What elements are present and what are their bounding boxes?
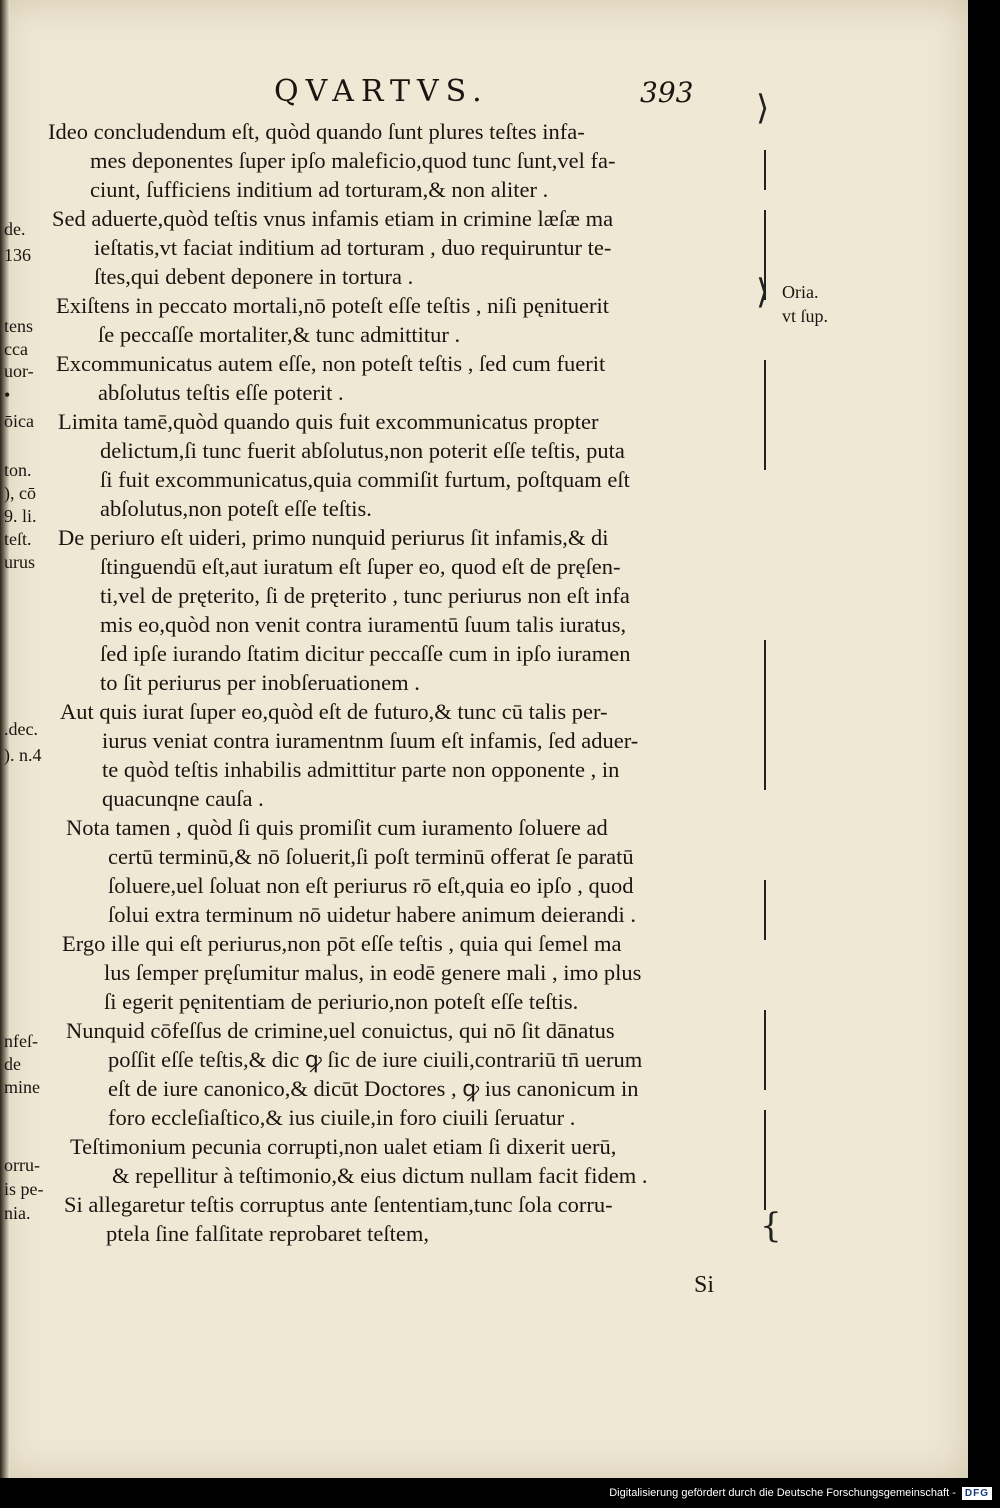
text-line: ti,vel de pręterito, ſi de pręterito , tunc periurus non eſt infa	[100, 583, 630, 608]
margin-note: teſt.	[4, 529, 32, 549]
paragraph	[58, 523, 768, 697]
brace-mark: ⟩	[756, 272, 770, 312]
text-line: ſe peccaſſe mortaliter,& tunc admittitur .	[98, 322, 461, 347]
text-line: delictum,ſi tunc fuerit abſolutus,non poterit eſſe teſtis, puta	[100, 438, 625, 463]
footer-text: Digitalisierung gefördert durch die Deutsche Forschungsgemeinschaft -	[609, 1487, 956, 1499]
text-line: iurus veniat contra iuramentnm ſuum eſt infamis, ſed aduer-	[102, 728, 639, 753]
paragraph	[52, 204, 768, 291]
text-line: ſoluere,uel ſoluat non eſt periurus rō eſt,quia eo ipſo , quod	[108, 873, 634, 898]
paragraph	[62, 929, 768, 1016]
margin-note: de	[4, 1054, 21, 1074]
text-line: Excommunicatus autem eſſe, non poteſt teſtis , ſed cum fuerit	[56, 351, 606, 376]
margin-note: ), cō	[4, 483, 36, 503]
paragraph	[60, 697, 768, 813]
text-line: Si allegaretur teſtis corruptus ante ſententiam,tunc ſola corru-	[64, 1192, 613, 1217]
text-line: abſolutus teſtis eſſe poterit .	[98, 380, 344, 405]
text-line: Limita tamē,quòd quando quis fuit excommunicatus propter	[58, 409, 599, 434]
margin-note: ). n.4	[4, 745, 42, 765]
paragraph	[70, 1132, 768, 1190]
margin-rule	[764, 880, 766, 940]
margin-note: Oria.	[782, 282, 819, 302]
margin-note: de.	[4, 219, 26, 239]
margin-note: orru-	[4, 1155, 40, 1175]
text-line: Aut quis iurat ſuper eo,quòd eſt de futuro,& tunc cū talis per-	[60, 699, 608, 724]
text-line: Exiſtens in peccato mortali,nō poteſt eſſe teſtis , niſi pęnituerit	[56, 293, 609, 318]
page-header	[0, 74, 968, 114]
text-line: Teſtimonium pecunia corrupti,non ualet etiam ſi dixerit uerū,	[70, 1134, 617, 1159]
margin-note: nia.	[4, 1203, 31, 1223]
text-line: & repellitur à teſtimonio,& eius dictum nullam facit fidem .	[112, 1163, 648, 1188]
right-margin-notes	[782, 280, 828, 328]
margin-note: uor-	[4, 361, 34, 381]
text-line: ptela ſine falſitate reprobaret teſtem,	[106, 1221, 429, 1246]
text-line: De periuro eſt uideri, primo nunquid periurus ſit infamis,& di	[58, 525, 609, 550]
digitization-footer	[609, 1482, 992, 1504]
catchword: Si	[694, 1272, 715, 1298]
text-line: to ſit periurus per inobſeruationem .	[100, 670, 420, 695]
text-line: Ergo ille qui eſt periurus,non pōt eſſe teſtis , quia qui ſemel ma	[62, 931, 622, 956]
text-line: eſt de iure canonico,& dicūt Doctores , ꝙ ius canonicum in	[108, 1076, 639, 1101]
margin-rule	[764, 1110, 766, 1210]
running-title: QVARTVS.	[274, 74, 489, 109]
text-line: quacunqne cauſa .	[102, 786, 264, 811]
margin-note: 136	[4, 245, 31, 265]
brace-mark: ⟩	[756, 88, 770, 128]
text-line: ieſtatis,vt faciat inditium ad torturam , duo requiruntur te-	[94, 235, 612, 260]
text-line: Ideo concludendum eſt, quòd quando ſunt plures teſtes infa-	[48, 119, 585, 144]
page-number: 393	[640, 76, 694, 109]
text-line: lus ſemper pręſumitur malus, in eodē genere mali , imo plus	[104, 960, 642, 985]
margin-note: is pe-	[4, 1179, 44, 1199]
margin-note: ōica	[4, 411, 34, 431]
paragraph	[58, 407, 768, 523]
text-line: mis eo,quòd non venit contra iuramentū ſuum talis iuratus,	[100, 612, 627, 637]
text-line: abſolutus,non poteſt eſſe teſtis.	[100, 496, 372, 521]
text-line: certū terminū,& nō ſoluerit,ſi poſt terminū offerat ſe paratū	[108, 844, 634, 869]
text-line: Nota tamen , quòd ſi quis promiſit cum iuramento ſoluere ad	[66, 815, 608, 840]
text-line: Sed aduerte,quòd teſtis vnus infamis etiam in crimine læſæ ma	[52, 206, 614, 231]
margin-rule	[764, 150, 766, 190]
margin-note: •	[4, 385, 11, 405]
text-line: Nunquid cōfeſſus de crimine,uel conuictus, qui nō ſit dānatus	[66, 1018, 615, 1043]
margin-note: .dec.	[4, 719, 38, 739]
text-line: te quòd teſtis inhabilis admittitur parte non opponente , in	[102, 757, 620, 782]
text-line: ſed ipſe iurando ſtatim dicitur peccaſſe cum in ipſo iuramen	[100, 641, 631, 666]
text-line: ſi egerit pęnitentiam de periurio,non poteſt eſſe teſtis.	[104, 989, 579, 1014]
paragraph	[56, 291, 768, 349]
text-line: ſi fuit excommunicatus,quia commiſit furtum, poſtquam eſt	[100, 467, 630, 492]
text-line: ciunt, ſufficiens inditium ad torturam,& non aliter .	[90, 177, 549, 202]
margin-rule	[764, 360, 766, 470]
paragraph	[66, 1016, 768, 1132]
text-line: foro eccleſiaſtico,& ius ciuile,in foro ciuili ſeruatur .	[108, 1105, 576, 1130]
margin-rule	[764, 1010, 766, 1090]
text-line: ſolui extra terminum nō uidetur habere animum deierandi .	[108, 902, 636, 927]
paragraph	[66, 813, 768, 929]
margin-note: mine	[4, 1077, 40, 1097]
brace-mark: {	[760, 1206, 782, 1246]
paragraph	[48, 117, 768, 204]
margin-note: vt ſup.	[782, 306, 829, 326]
margin-note: nfeſ-	[4, 1031, 38, 1051]
body-text	[38, 117, 768, 1248]
text-line: ſtes,qui debent deponere in tortura .	[94, 264, 414, 289]
text-line: mes deponentes ſuper ipſo maleficio,quod tunc ſunt,vel fa-	[90, 148, 616, 173]
margin-note: tens	[4, 316, 33, 336]
margin-note: ton.	[4, 460, 32, 480]
margin-note: 9. li.	[4, 506, 37, 526]
margin-note: urus	[4, 552, 35, 572]
text-line: poſſit eſſe teſtis,& dic ꝙ ſic de iure ciuili,contrariū tn̄ uerum	[108, 1047, 643, 1072]
text-line: ſtinguendū eſt,aut iuratum eſt ſuper eo, quod eſt de pręſen-	[100, 554, 621, 579]
margin-rule	[764, 640, 766, 790]
dfg-logo-icon: DFG	[962, 1487, 992, 1500]
margin-note: cca	[4, 339, 28, 359]
paragraph	[56, 349, 768, 407]
paragraph	[64, 1190, 768, 1248]
